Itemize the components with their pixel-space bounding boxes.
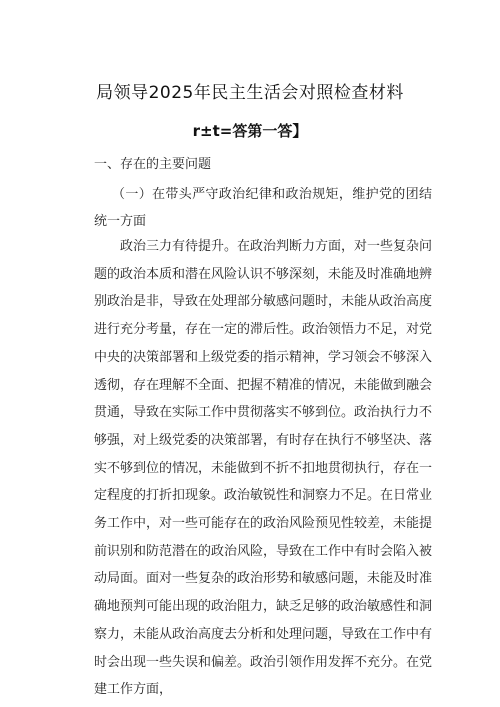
body-paragraph: 政治三力有待提升。在政治判断力方面，对一些复杂问题的政治本质和潜在风险认识不够深刻，未能及时准确地辨别政治是非，导致在处理部分敏感问题时，未能从政治高度进行充分考量，存在一定的滞后性。政治领悟力不足，对党中央的决策部署和上级党委的指示精神，学习领会不够深入透彻，存在理解不全面、把握不精准的情况，未能做到融会贯通，导致在实际工作中贯彻落实不够到位。政治执行力不够强，对上级党委的决策部署，有时存在执行不够坚决、落实不够到位的情况，未能做到不折不扣地贯彻执行，存在一定程度的打折扣现象。政治敏锐性和洞察力不足。在日常业务工作中，对一些可能存在的政治风险预见性较差，未能提前识别和防范潜在的政治风险，导致在工作中有时会陷入被动局面。面对一些复杂的政治形势和敏感问题，未能及时准确地预判可能出现的政治阻力，缺乏足够的政治敏感性和洞察力，未能从政治高度去分析和处理问题，导致在工作中有时会出现一些失误和偏差。政治引领作用发挥不充分。在党建工作方面， xyxy=(94,239,433,698)
sub-heading: （一）在带头严守政治纪律和政治规矩，维护党的团结统一方面 xyxy=(94,187,432,229)
document-subtitle: r±t=答第一答】 xyxy=(192,122,308,140)
document-title: 局领导2025年民主生活会对照检查材料 xyxy=(96,83,404,103)
section-heading: 一、存在的主要问题 xyxy=(94,157,212,172)
